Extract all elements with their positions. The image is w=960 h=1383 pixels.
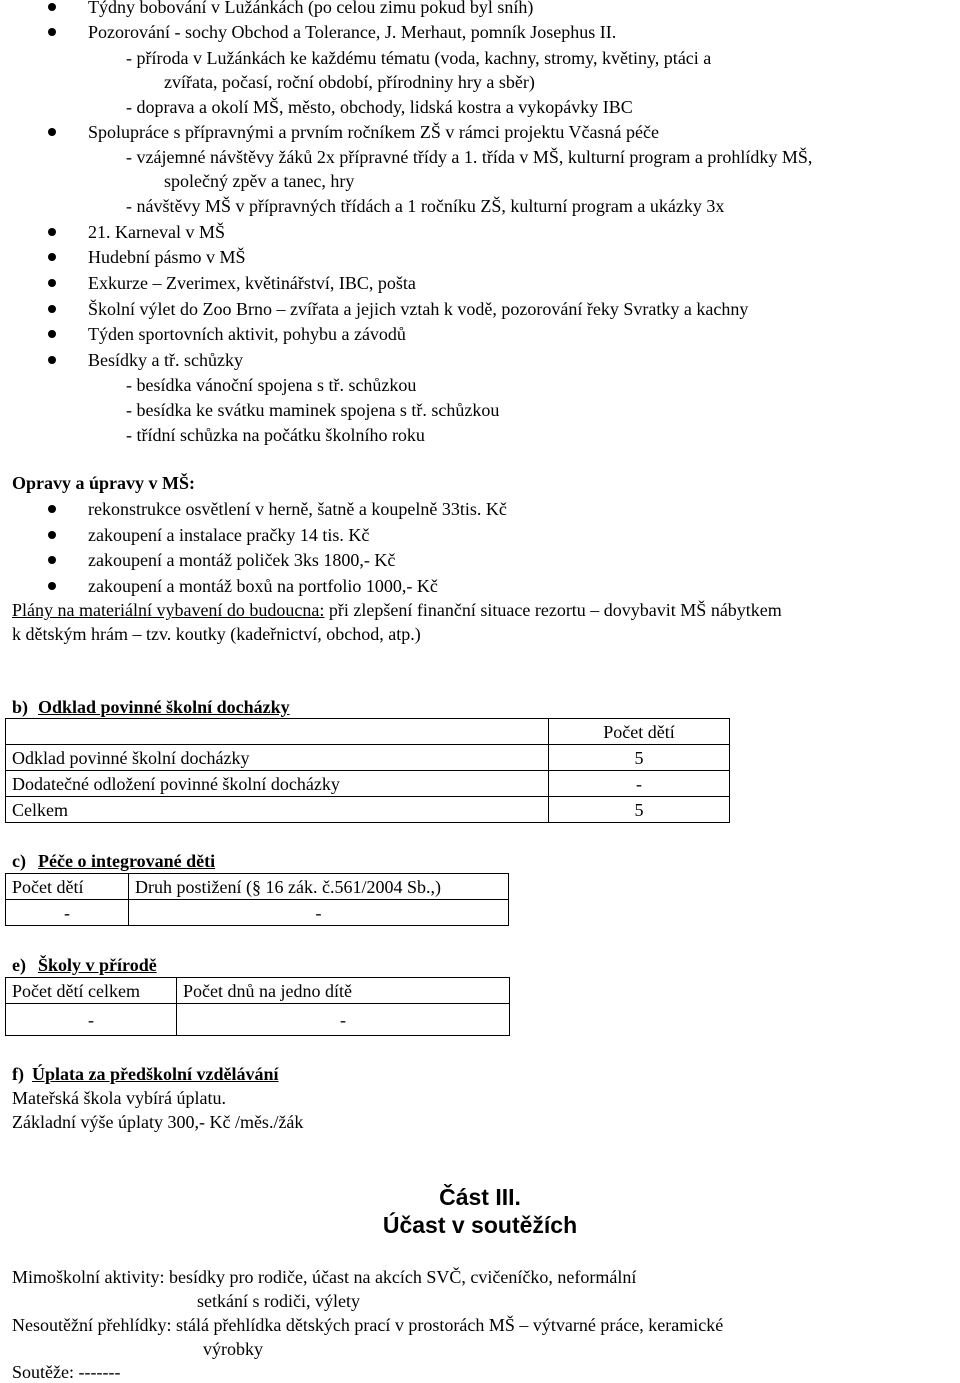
bullet (48, 356, 56, 364)
fee-line: Základní výše úplaty 300,- Kč /měs./žák (12, 1112, 304, 1132)
table-row (6, 771, 730, 797)
deferral-table (5, 718, 730, 823)
fee-line: Mateřská škola vybírá úplatu. (12, 1088, 226, 1108)
table-cell (6, 719, 549, 745)
bullet (48, 228, 56, 236)
table-row (6, 719, 730, 745)
repair-item: zakoupení a instalace pračky 14 tis. Kč (88, 525, 370, 545)
row-value: 5 (549, 797, 730, 823)
row-value: 5 (549, 745, 730, 771)
plans-text-cont: k dětským hrám – tzv. koutky (kadeřnictví, obchod, atp.) (12, 624, 421, 644)
table-row (6, 745, 730, 771)
extracurricular-line: Mimoškolní aktivity: besídky pro rodiče, účast na akcích SVČ, cvičeníčko, neformální (12, 1267, 637, 1287)
row-label: Celkem (6, 797, 549, 823)
activity-item: Hudební pásmo v MŠ (88, 247, 246, 267)
row-label: Dodatečné odložení povinné školní docházky (6, 771, 549, 797)
section-c-prefix: c) (12, 851, 26, 871)
section-e-heading (12, 954, 157, 976)
plans-line (12, 599, 782, 621)
bullet (48, 279, 56, 287)
section-f-title: Úplata za předškolní vzdělávání (32, 1064, 279, 1084)
activity-item: Pozorování - sochy Obchod a Tolerance, J. Merhaut, pomník Josephus II. (88, 22, 617, 42)
activity-item: Školní výlet do Zoo Brno – zvířata a jejich vztah k vodě, pozorování řeky Svratky a kachny (88, 299, 749, 319)
activity-subitem: - třídní schůzka na počátku školního roku (126, 425, 425, 445)
activity-subitem-cont: společný zpěv a tanec, hry (164, 171, 355, 191)
plans-text: při zlepšení finanční situace rezortu – dovybavit MŠ nábytkem (324, 600, 782, 620)
table-row (6, 900, 509, 926)
activity-item: Besídky a tř. schůzky (88, 350, 243, 370)
repair-item: zakoupení a montáž poliček 3ks 1800,- Kč (88, 550, 396, 570)
section-b-title: Odklad povinné školní docházky (38, 697, 290, 717)
activity-item: Spolupráce s přípravnými a prvním ročníkem ZŠ v rámci projektu Včasná péče (88, 122, 659, 142)
col-header: Počet dětí (6, 874, 129, 900)
activity-subitem: - doprava a okolí MŠ, město, obchody, lidská kostra a vykopávky IBC (126, 97, 633, 117)
activity-subitem: - návštěvy MŠ v přípravných třídách a 1 ročníku ZŠ, kulturní program a ukázky 3x (126, 196, 725, 216)
bullet (48, 3, 56, 11)
noncompetitive-line-cont: výrobky (203, 1339, 263, 1359)
section-f-heading (12, 1063, 279, 1085)
part-subtitle: Účast v soutěžích (382, 1212, 578, 1238)
activity-subitem: - vzájemné návštěvy žáků 2x přípravné třídy a 1. třída v MŠ, kulturní program a prohlídky MŠ, (126, 147, 813, 167)
col-header-count: Počet dětí (549, 719, 730, 745)
activity-subitem: - besídka ke svátku maminek spojena s tř. schůzkou (126, 400, 500, 420)
bullet (48, 128, 56, 136)
plans-label: Plány na materiální vybavení do budoucna: (12, 600, 325, 620)
table-cell: - (177, 1004, 510, 1036)
bullet (48, 556, 56, 564)
nature-school-table (5, 977, 510, 1036)
bullet (48, 253, 56, 261)
table-row (6, 797, 730, 823)
activity-item: Týdny bobování v Lužánkách (po celou zimu pokud byl sníh) (88, 0, 534, 17)
repair-item: rekonstrukce osvětlení v herně, šatně a koupelně 33tis. Kč (88, 499, 507, 519)
activity-item: Týden sportovních aktivit, pohybu a závodů (88, 324, 406, 344)
bullet (48, 305, 56, 313)
col-header: Počet dětí celkem (6, 978, 177, 1004)
table-cell: - (6, 1004, 177, 1036)
repair-item: zakoupení a montáž boxů na portfolio 1000,- Kč (88, 576, 438, 596)
section-c-heading (12, 850, 215, 872)
section-e-prefix: e) (12, 955, 26, 975)
table-cell: - (129, 900, 509, 926)
col-header: Počet dnů na jedno dítě (177, 978, 510, 1004)
section-b-prefix: b) (12, 697, 29, 717)
integrated-children-table (5, 873, 509, 926)
part-title: Část III. (439, 1184, 521, 1210)
bullet (48, 582, 56, 590)
extracurricular-line-cont: setkání s rodiči, výlety (197, 1291, 360, 1311)
activity-subitem: - besídka vánoční spojena s tř. schůzkou (126, 375, 417, 395)
competitions-line: Soutěže: ------- (12, 1362, 121, 1382)
col-header: Druh postižení (§ 16 zák. č.561/2004 Sb.,) (129, 874, 509, 900)
table-row (6, 978, 510, 1004)
activity-item: 21. Karneval v MŠ (88, 222, 225, 242)
section-c-title: Péče o integrované děti (38, 851, 216, 871)
bullet (48, 531, 56, 539)
table-row (6, 874, 509, 900)
bullet (48, 505, 56, 513)
repairs-heading: Opravy a úpravy v MŠ: (12, 473, 196, 493)
noncompetitive-line: Nesoutěžní přehlídky: stálá přehlídka dětských prací v prostorách MŠ – výtvarné práce, keramické (12, 1315, 724, 1335)
table-row (6, 1004, 510, 1036)
bullet (48, 28, 56, 36)
section-f-prefix: f) (12, 1064, 24, 1084)
section-b-heading (12, 696, 290, 718)
row-label: Odklad povinné školní docházky (6, 745, 549, 771)
activity-subitem: - příroda v Lužánkách ke každému tématu (voda, kachny, stromy, květiny, ptáci a (126, 48, 712, 68)
activity-item: Exkurze – Zverimex, květinářství, IBC, pošta (88, 273, 416, 293)
bullet (48, 330, 56, 338)
row-value: - (549, 771, 730, 797)
section-e-title: Školy v přírodě (38, 955, 157, 975)
table-cell: - (6, 900, 129, 926)
activity-subitem-cont: zvířata, počasí, roční období, přírodniny hry a sběr) (164, 72, 535, 92)
